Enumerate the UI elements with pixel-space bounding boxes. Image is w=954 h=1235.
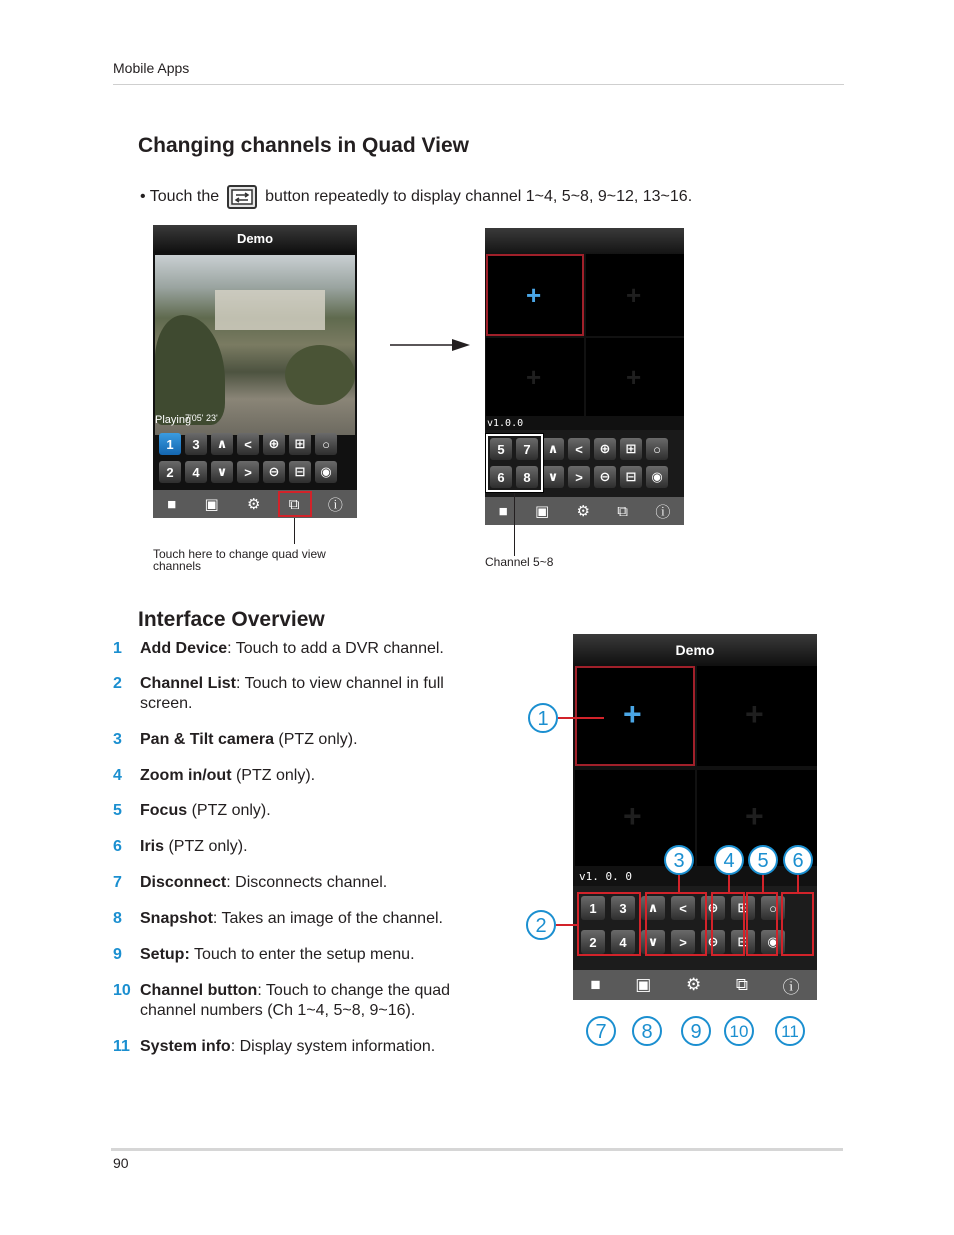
info-icon[interactable]: ⓘ bbox=[782, 977, 800, 997]
list-item: 2 Channel List: Touch to view channel in full screen. bbox=[113, 675, 444, 712]
channel-list-highlight bbox=[577, 892, 641, 956]
stop-icon[interactable]: ■ bbox=[590, 975, 601, 994]
info-icon[interactable]: ⓘ bbox=[327, 496, 343, 514]
quad-cell-1[interactable] bbox=[486, 254, 584, 336]
channel-switch-icon[interactable]: ⧉ bbox=[288, 495, 300, 513]
quad-view-screenshot bbox=[485, 228, 684, 525]
gear-icon[interactable]: ⚙ bbox=[576, 503, 590, 520]
channel-5-button[interactable]: 5 bbox=[490, 438, 512, 460]
leader-line bbox=[294, 518, 295, 544]
iris-close-icon[interactable]: ◉ bbox=[646, 466, 668, 488]
zoom-out-icon[interactable]: ⊖ bbox=[263, 461, 285, 483]
pan-down-button[interactable]: ∨ bbox=[641, 930, 665, 954]
channel-3-button[interactable]: 3 bbox=[611, 896, 635, 920]
camera-icon[interactable]: ▣ bbox=[204, 496, 219, 513]
timestamp-overlay: 7'05' 23' bbox=[185, 413, 218, 423]
zoom-in-icon[interactable]: ⊕ bbox=[263, 433, 285, 455]
quad-cell-3[interactable]: + bbox=[575, 770, 695, 866]
callout-2: 2 bbox=[526, 910, 556, 940]
annotated-interface-screenshot bbox=[573, 634, 817, 1000]
caption-channel-5-8: Channel 5~8 bbox=[485, 555, 554, 569]
channel-2-button[interactable]: 2 bbox=[581, 930, 605, 954]
focus-highlight bbox=[746, 892, 778, 956]
section-title-interface-overview: Interface Overview bbox=[138, 608, 325, 631]
page-number: 90 bbox=[113, 1155, 129, 1171]
iris-close-icon[interactable]: ◉ bbox=[761, 930, 785, 954]
section-title-quad-view: Changing channels in Quad View bbox=[138, 134, 469, 157]
list-item: 9 Setup: Touch to enter the setup menu. bbox=[113, 946, 415, 963]
list-item: 7 Disconnect: Disconnects channel. bbox=[113, 874, 388, 891]
pan-up-button[interactable]: ∧ bbox=[542, 438, 564, 460]
iris-close-icon[interactable]: ◉ bbox=[315, 461, 337, 483]
zoom-out-icon[interactable]: ⊖ bbox=[701, 930, 725, 954]
focus-near-icon[interactable]: ⊞ bbox=[289, 433, 311, 455]
footer-divider bbox=[111, 1148, 843, 1151]
channel-group-highlight bbox=[486, 434, 543, 492]
channel-switch-icon[interactable]: ⧉ bbox=[617, 502, 629, 520]
iris-highlight bbox=[781, 892, 814, 956]
callout-5: 5 bbox=[748, 845, 778, 875]
pan-right-button[interactable]: > bbox=[671, 930, 695, 954]
focus-near-icon[interactable]: ⊞ bbox=[731, 896, 755, 920]
callout-10: 10 bbox=[724, 1016, 754, 1046]
leader-line bbox=[514, 493, 515, 556]
channel-7-button[interactable]: 7 bbox=[516, 438, 538, 460]
quad-cell-2[interactable]: + bbox=[586, 254, 684, 336]
pan-down-button[interactable]: ∨ bbox=[542, 466, 564, 488]
pan-left-button[interactable]: < bbox=[568, 438, 590, 460]
screen-title: Demo bbox=[153, 225, 357, 253]
pan-right-button[interactable]: > bbox=[568, 466, 590, 488]
live-view-screenshot bbox=[153, 225, 357, 518]
zoom-in-icon[interactable]: ⊕ bbox=[594, 438, 616, 460]
list-item: 1 Add Device: Touch to add a DVR channel. bbox=[113, 640, 444, 657]
stop-icon[interactable]: ■ bbox=[498, 502, 508, 520]
gear-icon[interactable]: ⚙ bbox=[685, 975, 702, 994]
instruction-bullet bbox=[140, 185, 692, 209]
version-label: v1. 0. 0 bbox=[579, 870, 632, 883]
gear-icon[interactable]: ⚙ bbox=[247, 496, 261, 513]
list-item: 3 Pan & Tilt camera (PTZ only). bbox=[113, 731, 358, 748]
channel-6-button[interactable]: 6 bbox=[490, 466, 512, 488]
callout-3: 3 bbox=[664, 845, 694, 875]
header-divider bbox=[113, 84, 844, 85]
channel-4-button[interactable]: 4 bbox=[611, 930, 635, 954]
bullet-text-after: button repeatedly to display channel 1~4, 5~8, 9~12, 13~16. bbox=[265, 188, 693, 205]
channel-switch-icon[interactable]: ⧉ bbox=[735, 975, 748, 994]
caption-touch-here: Touch here to change quad view channels bbox=[153, 547, 326, 573]
pan-left-button[interactable]: < bbox=[671, 896, 695, 920]
quad-cell-1[interactable] bbox=[575, 666, 695, 766]
focus-far-icon[interactable]: ⊟ bbox=[289, 461, 311, 483]
add-device-icon[interactable]: + bbox=[623, 696, 642, 732]
pan-left-button[interactable]: < bbox=[237, 433, 259, 455]
iris-open-icon[interactable]: ○ bbox=[761, 896, 785, 920]
channel-4-button[interactable]: 4 bbox=[185, 461, 207, 483]
arrow-right-icon bbox=[390, 338, 472, 352]
focus-far-icon[interactable]: ⊟ bbox=[620, 466, 642, 488]
channel-button-highlight bbox=[278, 491, 312, 517]
zoom-in-icon[interactable]: ⊕ bbox=[701, 896, 725, 920]
screen-title: Demo bbox=[573, 634, 817, 666]
channel-switch-icon bbox=[227, 185, 257, 209]
camera-icon[interactable]: ▣ bbox=[635, 975, 652, 994]
stop-icon[interactable]: ■ bbox=[167, 495, 177, 513]
pan-down-button[interactable]: ∨ bbox=[211, 461, 233, 483]
quad-cell-2[interactable]: + bbox=[697, 666, 817, 766]
callout-6: 6 bbox=[783, 845, 813, 875]
bullet-text-before: • Touch the bbox=[140, 188, 220, 205]
callout-1: 1 bbox=[528, 703, 558, 733]
callout-9: 9 bbox=[681, 1016, 711, 1046]
iris-open-icon[interactable]: ○ bbox=[315, 433, 337, 455]
zoom-highlight bbox=[711, 892, 745, 956]
list-item: 4 Zoom in/out (PTZ only). bbox=[113, 767, 316, 784]
focus-near-icon[interactable]: ⊞ bbox=[620, 438, 642, 460]
pan-up-button[interactable]: ∧ bbox=[211, 433, 233, 455]
list-item: 11 System info: Display system information. bbox=[113, 1038, 436, 1055]
callout-11: 11 bbox=[775, 1016, 805, 1046]
pan-tilt-highlight bbox=[645, 892, 707, 956]
channel-1-button[interactable]: 1 bbox=[159, 433, 181, 455]
callout-4: 4 bbox=[714, 845, 744, 875]
callout-7: 7 bbox=[586, 1016, 616, 1046]
quad-cell-3[interactable]: + bbox=[486, 338, 584, 416]
pan-right-button[interactable]: > bbox=[237, 461, 259, 483]
camera-image bbox=[155, 255, 355, 435]
list-item: 6 Iris (PTZ only). bbox=[113, 838, 248, 855]
status-label: Playing bbox=[155, 414, 192, 426]
channel-8-button[interactable]: 8 bbox=[516, 466, 538, 488]
focus-far-icon[interactable]: ⊟ bbox=[731, 930, 755, 954]
channel-2-button[interactable]: 2 bbox=[159, 461, 181, 483]
add-device-icon[interactable]: + bbox=[526, 280, 542, 310]
iris-open-icon[interactable]: ○ bbox=[646, 438, 668, 460]
quad-cell-4[interactable]: + bbox=[586, 338, 684, 416]
list-item: 5 Focus (PTZ only). bbox=[113, 802, 271, 819]
camera-icon[interactable]: ▣ bbox=[535, 503, 550, 520]
channel-1-button[interactable]: 1 bbox=[581, 896, 605, 920]
pan-up-button[interactable]: ∧ bbox=[641, 896, 665, 920]
running-header: Mobile Apps bbox=[113, 60, 190, 76]
callout-8: 8 bbox=[632, 1016, 662, 1046]
zoom-out-icon[interactable]: ⊖ bbox=[594, 466, 616, 488]
list-item: 10 Channel button: Touch to change the quad channel numbers (Ch 1~4, 5~8, 9~16). bbox=[113, 982, 451, 1019]
version-label: v1.0.0 bbox=[487, 418, 524, 429]
quad-cell-4[interactable]: + bbox=[697, 770, 817, 866]
info-icon[interactable]: ⓘ bbox=[655, 503, 671, 521]
channel-3-button[interactable]: 3 bbox=[185, 433, 207, 455]
list-item: 8 Snapshot: Takes an image of the channel. bbox=[113, 910, 443, 927]
